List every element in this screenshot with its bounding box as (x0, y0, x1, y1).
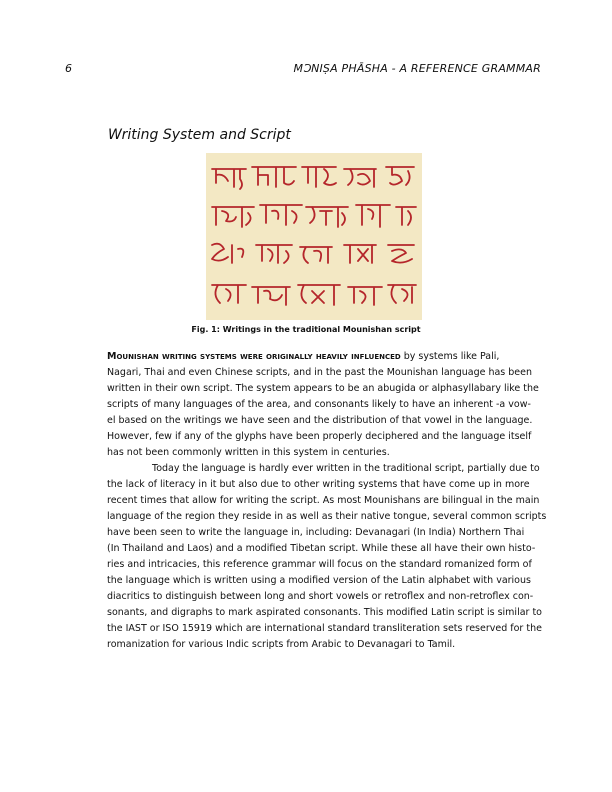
text-line: Today the language is hardly ever written in the traditional script, partially due to (152, 463, 540, 474)
script-figure (206, 153, 422, 320)
script-writing-image (206, 153, 422, 320)
text-line: the lack of literacy in it but also due to other writing systems that have come up in more (107, 479, 530, 490)
paragraph-1-line-1 (107, 349, 539, 365)
text-line: sonants, and digraphs to mark aspirated consonants. This modified Latin script is similar to (107, 607, 542, 618)
figure-caption: Fig. 1: Writings in the traditional Mounishan script (191, 325, 421, 334)
text-line: Nagari, Thai and even Chinese scripts, and in the past the Mounishan language has been (107, 367, 533, 378)
running-header-title: MƆNIṢA PHĀSHA - A REFERENCE GRAMMAR (293, 62, 541, 75)
text-line: the IAST or ISO 15919 which are international standard transliteration sets reserved for the (107, 623, 542, 634)
paragraph-lead-in: Mounishan writing systems were originally heavily influenced (107, 351, 401, 362)
text-line: However, few if any of the glyphs have been properly deciphered and the language itself (107, 431, 532, 442)
text-line: language of the region they reside in as well as their native tongue, several common scripts (107, 511, 547, 522)
text-line: the language which is written using a modified version of the Latin alphabet with various (107, 575, 531, 586)
text-line: have been seen to write the language in, including: Devanagari (In India) Northern Thai (107, 527, 525, 538)
text-line: ries and intricacies, this reference grammar will focus on the standard romanized form of (107, 559, 532, 570)
text-line: (In Thailand and Laos) and a modified Tibetan script. While these all have their own histo- (107, 543, 536, 554)
text-line: written in their own script. The system appears to be an abugida or alphasyllabary like the (107, 383, 539, 394)
body-text (107, 349, 547, 653)
text-line: el based on the writings we have seen and the distribution of that vowel in the language. (107, 415, 533, 426)
text-line: has not been commonly written in this system in centuries. (107, 447, 390, 458)
text-line: romanization for various Indic scripts from Arabic to Devanagari to Tamil. (107, 639, 456, 650)
text-line: recent times that allow for writing the script. As most Mounishans are bilingual in the main (107, 495, 540, 506)
text-line: scripts of many languages of the area, and consonants likely to have an inherent -a vow- (107, 399, 531, 410)
section-title: Writing System and Script (108, 127, 291, 143)
page-number: 6 (65, 62, 72, 75)
text-line: diacritics to distinguish between long and short vowels or retroflex and non-retroflex con- (107, 591, 534, 602)
paragraph-1-line-1-rest: by systems like Pali, (400, 351, 500, 362)
